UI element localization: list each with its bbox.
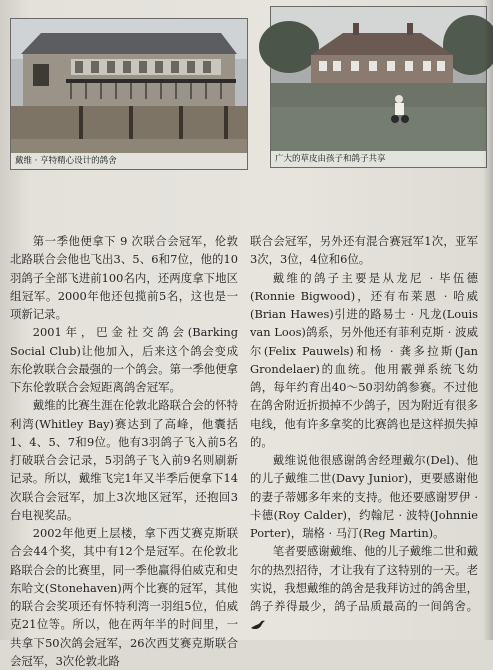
lawn-photo-image	[271, 7, 486, 167]
paragraph	[250, 542, 478, 633]
loft-photo	[10, 18, 248, 170]
paragraph: 戴维的鸽子主要是从龙尼 · 毕伍德(Ronnie Bigwood)，还有布莱恩 · 哈威(Brian Hawes)引进的路易士 · 凡龙(Louis van Loos)鸽系，另外他还有菲利克斯 · 波威尔(Felix Pauwels)和杨 · 龚多拉斯(Jan Grondelaer)的血统。他用霰弹系统飞幼鸽，每年约育出40～50羽幼鸽参赛。不过他在鸽舍附近折损掉不少鸽子，因为附近有很多电线，他有许多拿奖的比赛鸽也是这样损失掉的。	[250, 270, 478, 449]
paragraph: 第一季他便拿下 9 次联合会冠军，伦敦北路联合会他也飞出3、5、6和7位，他的10羽鸽子全部飞进前100名内，还两度拿下地区组冠军。2000年他还包揽前5名，这也是一项新记录。	[10, 234, 238, 321]
paragraph-text: 笔者要感谢戴维、他的儿子戴维二世和戴尔的热烈招待，才让我有了这特别的一天。老实说，我想戴维的鸽舍是我拜访过的鸽舍里，鸽子养得最少，鸽子品质最高的一间鸽舍。	[250, 544, 478, 613]
page-binding-shadow	[483, 0, 493, 640]
pigeon-end-mark-icon	[250, 619, 266, 631]
right-text-column	[250, 232, 478, 634]
paragraph: 戴维说他很感谢鸽舍经理戴尔(Del)、他的儿子戴维二世(Davy Junior)，更要感谢他的妻子蒂娜多年来的支持。他还要感谢罗伊 · 卡德(Roy Calder)，约翰尼 · 波特(Johnnie Porter)，瑞格 · 马汀(Reg Martin)。	[250, 453, 478, 540]
paragraph-continuation: 联合会冠军，另外还有混合赛冠军1次，亚军3次，3位，4位和6位。	[250, 234, 478, 267]
paragraph: 2001年，巴金社交鸽会(Barking Social Club)让他加入，后来这个鸽会变成东伦敦联合会最强的一个鸽会。第一季他便拿下东伦敦联合会短距离鸽舍冠军。	[10, 325, 238, 394]
loft-photo-caption: 戴维 · 亨特精心设计的鸽舍	[11, 153, 247, 169]
left-text-column	[10, 232, 238, 670]
paragraph: 2002年他更上层楼，拿下西艾赛克斯联合会44个奖，其中有12个是冠军。在伦敦北路联合会的比赛里，同一季他赢得伯威克和史东哈文(Stonehaven)两个比赛的冠军，其他的联合会奖项还有怀特利湾一羽组5位，伯威克21位等。所以，他在两年半的时间里，一共拿下50次鸽会冠军，26次西艾赛克斯联合会冠军，3次伦敦北路	[10, 526, 238, 668]
lawn-photo-caption: 广大的草皮由孩子和鸽子共享	[271, 151, 486, 167]
lawn-photo	[270, 6, 487, 168]
paragraph: 戴维的比赛生涯在伦敦北路联合会的怀特利湾(Whitley Bay)赛达到了高峰，他囊括1、4、5、7和9位。他有3羽鸽子飞入前5名打破联合会记录，5羽鸽子飞入前9名则刷新记录。所以，戴维飞完1年又半季后便拿下14次联合会冠军，加上3次地区冠军，还抱回3台电视奖品。	[10, 398, 238, 522]
loft-photo-image	[11, 19, 247, 169]
